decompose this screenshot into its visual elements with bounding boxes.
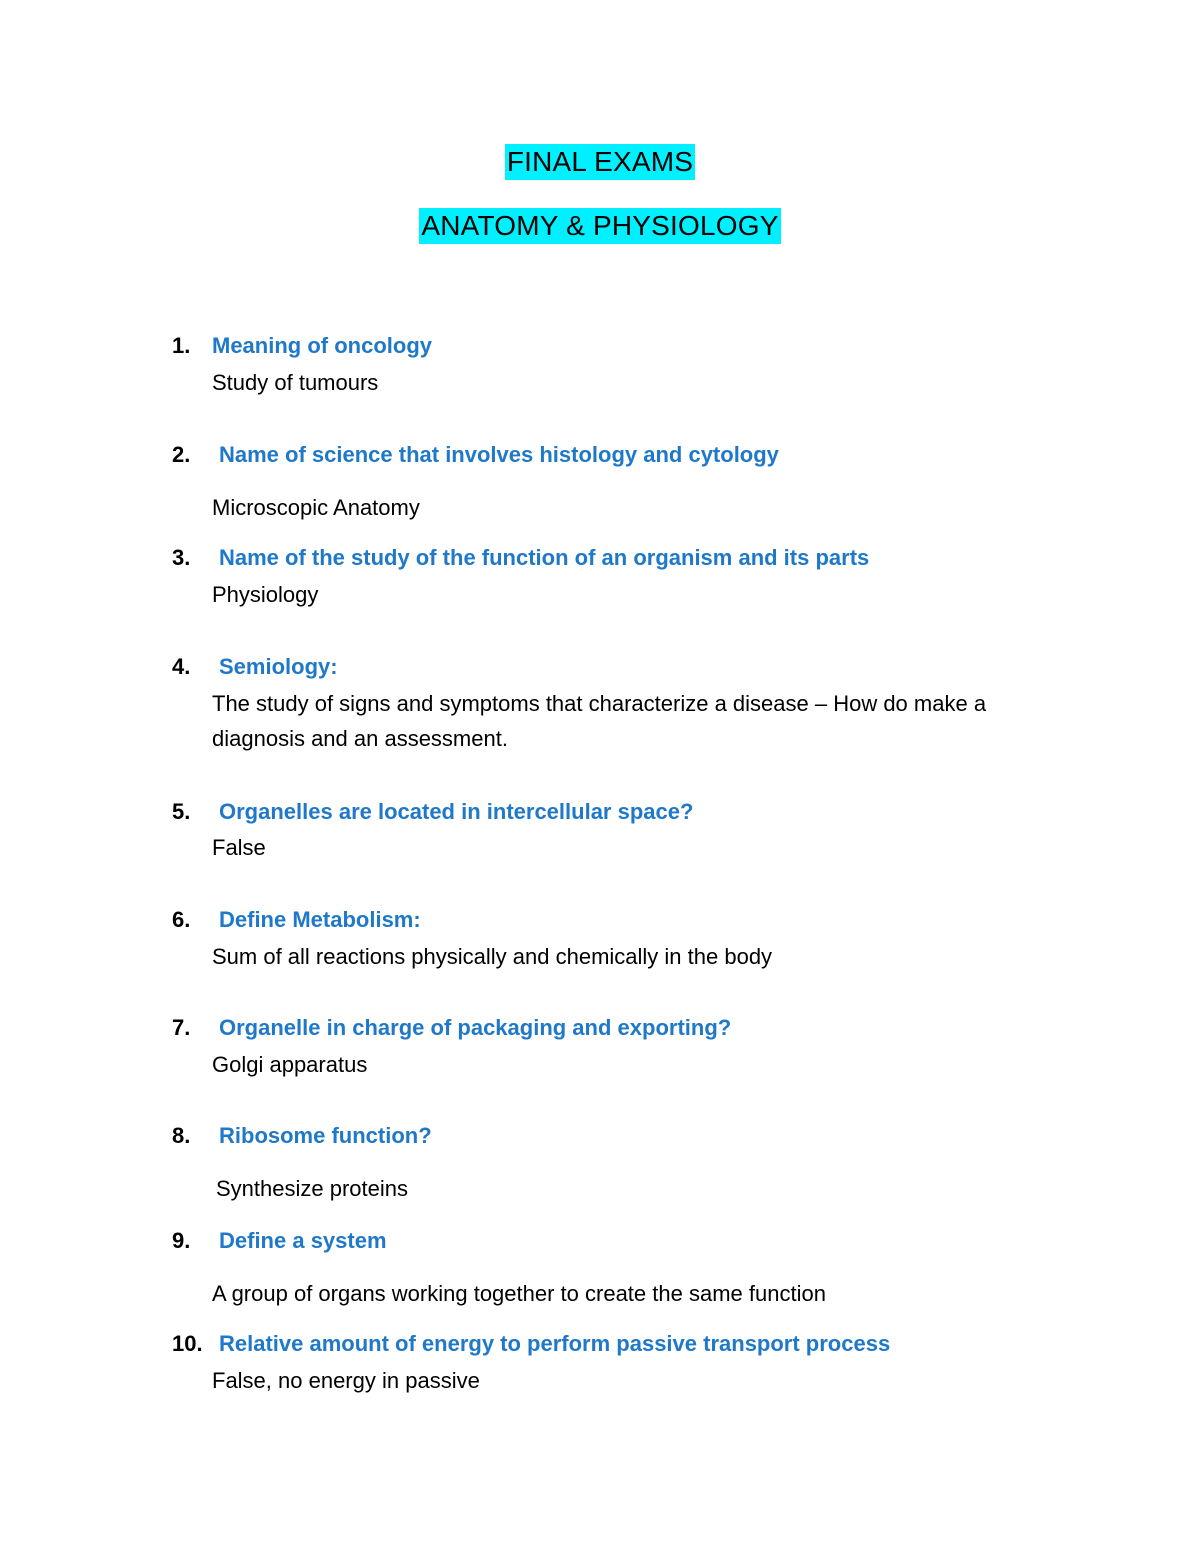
answer-text: Sum of all reactions physically and chemically in the body: [212, 944, 773, 969]
question-text: Relative amount of energy to perform passive transport process: [219, 1331, 891, 1356]
question-number: 2.: [172, 442, 191, 467]
question-text: Define Metabolism:: [219, 907, 421, 932]
question-number: 7.: [172, 1015, 191, 1040]
answer-text: Golgi apparatus: [212, 1052, 368, 1077]
question-number: 5.: [172, 799, 191, 824]
question-number: 6.: [172, 907, 191, 932]
question-text: Organelles are located in intercellular space?: [219, 799, 694, 824]
answer-text: Study of tumours: [212, 370, 379, 395]
exam-title-text: FINAL EXAMS: [505, 144, 695, 180]
answer-text: The study of signs and symptoms that characterize a disease – How do make a diagnosis and an assessment.: [212, 691, 987, 751]
subject-title-text: ANATOMY & PHYSIOLOGY: [419, 208, 780, 244]
question-number: 4.: [172, 654, 191, 679]
question-text: Define a system: [219, 1228, 387, 1253]
question-number: 10.: [172, 1331, 203, 1356]
question-text: Name of science that involves histology and cytology: [219, 442, 779, 467]
question-number: 9.: [172, 1228, 191, 1253]
exam-title: [0, 145, 1200, 179]
answer-text: A group of organs working together to create the same function: [212, 1281, 826, 1306]
question-text: Semiology:: [219, 654, 338, 679]
answer-text: Synthesize proteins: [216, 1176, 408, 1201]
question-text: Meaning of oncology: [212, 333, 432, 358]
question-text: Ribosome function?: [219, 1123, 432, 1148]
answer-text: False: [212, 835, 266, 860]
question-text: Organelle in charge of packaging and exporting?: [219, 1015, 732, 1040]
question-text: Name of the study of the function of an organism and its parts: [219, 545, 870, 570]
answer-text: Physiology: [212, 582, 319, 607]
answer-text: False, no energy in passive: [212, 1368, 480, 1393]
question-number: 3.: [172, 545, 191, 570]
question-number: 1.: [172, 333, 191, 358]
subject-title: [0, 209, 1200, 243]
question-number: 8.: [172, 1123, 191, 1148]
answer-text: Microscopic Anatomy: [212, 495, 420, 520]
